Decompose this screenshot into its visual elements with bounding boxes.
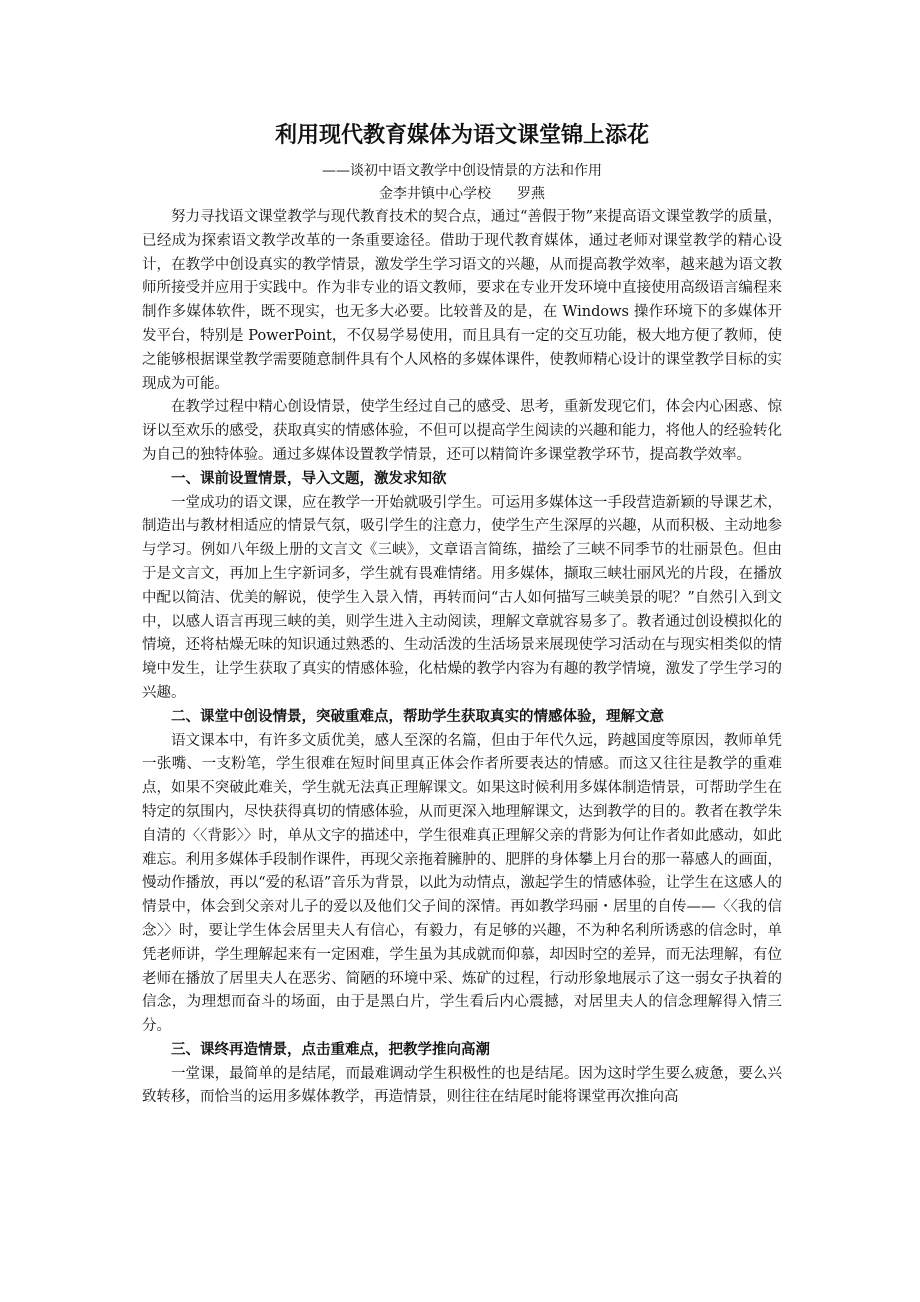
section-3-paragraph: 一堂课，最简单的是结尾，而最难调动学生积极性的也是结尾。因为这时学生要么疲惫，要么兴致转移，而恰当的运用多媒体教学，再造情景，则往往在结尾时能将课堂再次推向高 — [142, 1065, 782, 1106]
author-line — [142, 183, 782, 206]
section-heading-3: 三、课终再造情景，点击重难点，把教学推向高潮 — [171, 1041, 490, 1058]
document-page — [142, 112, 782, 1110]
author-name: 罗燕 — [517, 186, 545, 202]
intro-paragraph: 努力寻找语文课堂教学与现代教育技术的契合点，通过“善假于物”来提高语文课堂教学的质量，已经成为探索语文教学改革的一条重要途径。借助于现代教育媒体，通过老师对课堂教学的精心设计，在教学中创设真实的教学情景，激发学生学习语文的兴趣，从而提高教学效率，越来越为语文教师所接受并应用于实践中。作为非专业的语文教师，要求在专业开发环境中直接使用高级语言编程来制作多媒体软件，既不现实，也无多大必要。比较普及的是，在 Windows 操作环境下的多媒体开发平台，特别是 PowerPoint，不仅易学易使用，而且具有一定的交互功能，极大地方便了教师，使之能够根据课堂教学需要随意制件具有个人风格的多媒体课件，使教师精心设计的课堂教学目标的实现成为可能。 — [142, 209, 782, 392]
document-subtitle: ——谈初中语文教学中创设情景的方法和作用 — [322, 163, 602, 179]
document-title: 利用现代教育媒体为语文课堂锦上添花 — [274, 123, 649, 148]
author-school: 金李井镇中心学校 — [379, 186, 491, 202]
section-heading-1: 一、课前设置情景，导入文题，激发求知欲 — [171, 470, 447, 487]
section-heading-2: 二、课堂中创设情景，突破重难点，帮助学生获取真实的情感体验，理解文意 — [171, 708, 664, 725]
intro-paragraph: 在教学过程中精心创设情景，使学生经过自己的感受、思考，重新发现它们，体会内心困惑、惊讶以至欢乐的感受，获取真实的情感体验，不但可以提高学生阅读的兴趣和能力，将他人的经验转化为自己的独特体验。通过多媒体设置教学情景，还可以精简许多课堂教学环节，提高教学效率。 — [142, 399, 782, 463]
section-1-paragraph: 一堂成功的语文课，应在教学一开始就吸引学生。可运用多媒体这一手段营造新颖的导课艺术，制造出与教材相适应的情景气氛，吸引学生的注意力，使学生产生深厚的兴趣，从而积极、主动地参与学习。例如八年级上册的文言文《三峡》，文章语言简练，描绘了三峡不同季节的壮丽景色。但由于是文言文，再加上生字新词多，学生就有畏难情绪。用多媒体，撷取三峡壮丽风光的片段，在播放中配以简洁、优美的解说，使学生入景入情，再转而问“古人如何描写三峡美景的呢？”自然引入到文中，以感人语言再现三峡的美，则学生进入主动阅读，理解文章就容易多了。教者通过创设模拟化的情境，还将枯燥无味的知识通过熟悉的、生动活泼的生活场景来展现使学习活动在与现实相类似的情境中发生，让学生获取了真实的情感体验，化枯燥的教学内容为有趣的教学情境，激发了学生学习的兴趣。 — [142, 494, 782, 701]
section-2-paragraph: 语文课本中，有许多文质优美，感人至深的名篇，但由于年代久远，跨越国度等原因，教师单凭一张嘴、一支粉笔，学生很难在短时间里真正体会作者所要表达的情感。而这又往往是教学的重难点，如果不突破此难关，学生就无法真正理解课文。如果这时候利用多媒体制造情景，可帮助学生在特定的氛围内，尽快获得真切的情感体验，从而更深入地理解课文，达到教学的目的。教者在教学朱自清的〈〈背影〉〉时，单从文字的描述中，学生很难真正理解父亲的背影为何让作者如此感动，如此难忘。利用多媒体手段制作课件，再现父亲拖着臃肿的、肥胖的身体攀上月台的那一幕感人的画面，慢动作播放，再以“爱的私语”音乐为背景，以此为动情点，激起学生的情感体验，让学生在这感人的情景中，体会到父亲对儿子的爱以及他们父子间的深情。再如教学玛丽・居里的自传——〈〈我的信念〉〉时，要让学生体会居里夫人有信心，有毅力，有足够的兴趣，不为种名利所诱惑的信念时，单凭老师讲，学生理解起来有一定困难，学生虽为其成就而仰慕，却因时空的差异，而无法理解，有位老师在播放了居里夫人在恶劣、简陋的环境中采、炼矿的过程，行动形象地展示了这一弱女子执着的信念，为理想而奋斗的场面，由于是黑白片，学生看后内心震撼，对居里夫人的信念理解得入情三分。 — [142, 732, 782, 1035]
